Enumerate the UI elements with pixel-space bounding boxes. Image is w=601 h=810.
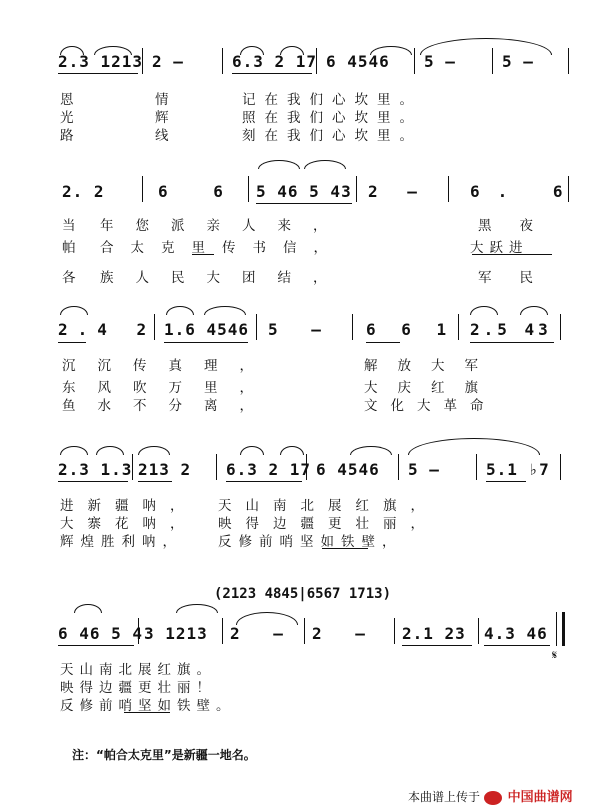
tie [408, 438, 540, 455]
lyric: 辉煌胜利呐， [60, 534, 183, 550]
lyric: 天山南北展红旗， [218, 498, 438, 514]
beam [58, 481, 128, 482]
measure: 6.3 2 17 [226, 460, 312, 479]
watermark-prefix: 本曲谱上传于 [408, 790, 481, 804]
barline [216, 454, 217, 480]
measure: 5 – [408, 460, 440, 479]
beam [484, 645, 550, 646]
measure: 2 – [230, 624, 295, 643]
lyric: 合太克里传书信， [100, 240, 344, 256]
slur [176, 604, 218, 613]
slur [240, 446, 264, 455]
slur [74, 604, 102, 613]
barline [306, 454, 307, 480]
site-logo-icon [484, 791, 502, 805]
slur [280, 446, 304, 455]
slur [166, 306, 194, 315]
measure: 2 – [368, 182, 427, 201]
measure: 6 6 1 [366, 320, 455, 339]
measure: 2 – [152, 52, 184, 71]
lyric: 鱼水不分离， [62, 398, 275, 414]
measure: 2 – [312, 624, 377, 643]
barline [142, 176, 143, 202]
barline [222, 618, 223, 644]
slur [138, 446, 170, 455]
lyric: 路 [60, 128, 74, 144]
slur [304, 160, 346, 169]
lyric: 刻在我们心坎里。 [242, 128, 422, 144]
lyric: 情 [155, 92, 169, 108]
barline [304, 618, 305, 644]
underline [192, 254, 214, 255]
lyric: 照在我们心坎里。 [242, 110, 422, 126]
lyric: 映得边疆更壮丽！ [60, 680, 216, 696]
lyric: 年您派亲人来， [100, 218, 349, 234]
lyric: 映得边疆更壮丽， [218, 516, 438, 532]
barline [414, 48, 415, 74]
lyric: 东风吹万里， [62, 380, 275, 396]
barline [492, 48, 493, 74]
lyric: 沉沉传真理， [62, 358, 275, 374]
barline [142, 48, 143, 74]
barline [356, 176, 357, 202]
measure: 6.3 2 17 [232, 52, 318, 71]
slur [96, 446, 124, 455]
measure: 2.3 1.3 [58, 460, 133, 479]
barline [560, 454, 561, 480]
barline [222, 48, 223, 74]
lyric: 大庆红旗 [364, 380, 498, 396]
lyric: 恩 [60, 92, 74, 108]
measure: 5 46 5 43 [256, 182, 352, 201]
beam [470, 342, 554, 343]
measure: 5 – [502, 52, 534, 71]
lyric: 当 [62, 218, 76, 234]
beam [58, 645, 134, 646]
measure: 5 – [268, 320, 333, 339]
lyric: 大寨花呐， [60, 516, 198, 532]
barline [568, 176, 569, 202]
barline [352, 314, 353, 340]
lyric: 帕 [62, 240, 76, 256]
measure: 2.4 2 [58, 320, 157, 339]
beam [486, 481, 526, 482]
measure: 2. 2 [62, 182, 105, 201]
barline [560, 314, 561, 340]
measure: 5 – [424, 52, 456, 71]
segno-icon: 𝄋 [552, 648, 558, 662]
lyric: 大跃进 [470, 240, 529, 256]
measure: 2.5 43 [470, 320, 552, 339]
final-barline [562, 612, 565, 646]
lyric: 天山南北展红旗。 [60, 662, 216, 678]
barline [138, 618, 139, 644]
measure: 6 6 [158, 182, 241, 201]
beam [58, 342, 86, 343]
measure: 6 4546 [316, 460, 380, 479]
lyric: 军民 [478, 270, 561, 286]
lyric: 文化大革命 [364, 398, 497, 414]
barline [398, 454, 399, 480]
barline [154, 314, 155, 340]
underline [124, 712, 170, 713]
measure: 213 2 [138, 460, 192, 479]
beam [226, 481, 302, 482]
lyric: 族人民大团结， [100, 270, 349, 286]
beam [164, 342, 248, 343]
barline [568, 48, 569, 74]
barline [448, 176, 449, 202]
underline [322, 548, 368, 549]
barline [316, 48, 317, 74]
footnote: 注：“帕合太克里”是新疆一地名。 [72, 748, 256, 762]
underline [472, 254, 552, 255]
lyric: 各 [62, 270, 76, 286]
measure: 5.1 ♭7 [486, 460, 550, 479]
measure: 3 1213 [144, 624, 208, 643]
measure: 6 4546 [326, 52, 390, 71]
beam [256, 203, 352, 204]
barline [458, 314, 459, 340]
lyric: 黑夜 [478, 218, 561, 234]
measure: 4.3 46 [484, 624, 548, 643]
measure: 1.6 4546 [164, 320, 250, 339]
measure: 2.1 23 [402, 624, 466, 643]
lyric: 记在我们心坎里。 [242, 92, 422, 108]
lyric: 反修前哨坚如铁壁， [218, 534, 403, 550]
watermark [408, 786, 573, 805]
interlude: (2123 4845|6567 1713) [214, 586, 392, 602]
lyric: 解放大军 [364, 358, 498, 374]
slur [60, 306, 88, 315]
measure: 6 46 5 4 [58, 624, 144, 643]
beam [402, 645, 472, 646]
barline [478, 618, 479, 644]
beam [138, 481, 172, 482]
beam [366, 342, 400, 343]
lyric: 光 [60, 110, 74, 126]
lyric: 反修前哨坚如铁壁。 [60, 698, 236, 714]
slur [520, 306, 548, 315]
barline [256, 314, 257, 340]
barline [556, 612, 557, 646]
barline [132, 454, 133, 480]
lyric: 线 [155, 128, 169, 144]
barline [476, 454, 477, 480]
slur [258, 160, 300, 169]
watermark-site: 中国曲谱网 [507, 790, 573, 805]
slur [470, 306, 498, 315]
lyric: 进新疆呐， [60, 498, 198, 514]
slur [350, 446, 392, 455]
lyric: 辉 [155, 110, 169, 126]
slur [204, 306, 246, 315]
slur [60, 446, 88, 455]
beam [58, 73, 138, 74]
measure: 2.3 1213 [58, 52, 144, 71]
barline [394, 618, 395, 644]
measure: 6. 6 [470, 182, 581, 201]
beam [232, 73, 312, 74]
barline [248, 176, 249, 202]
